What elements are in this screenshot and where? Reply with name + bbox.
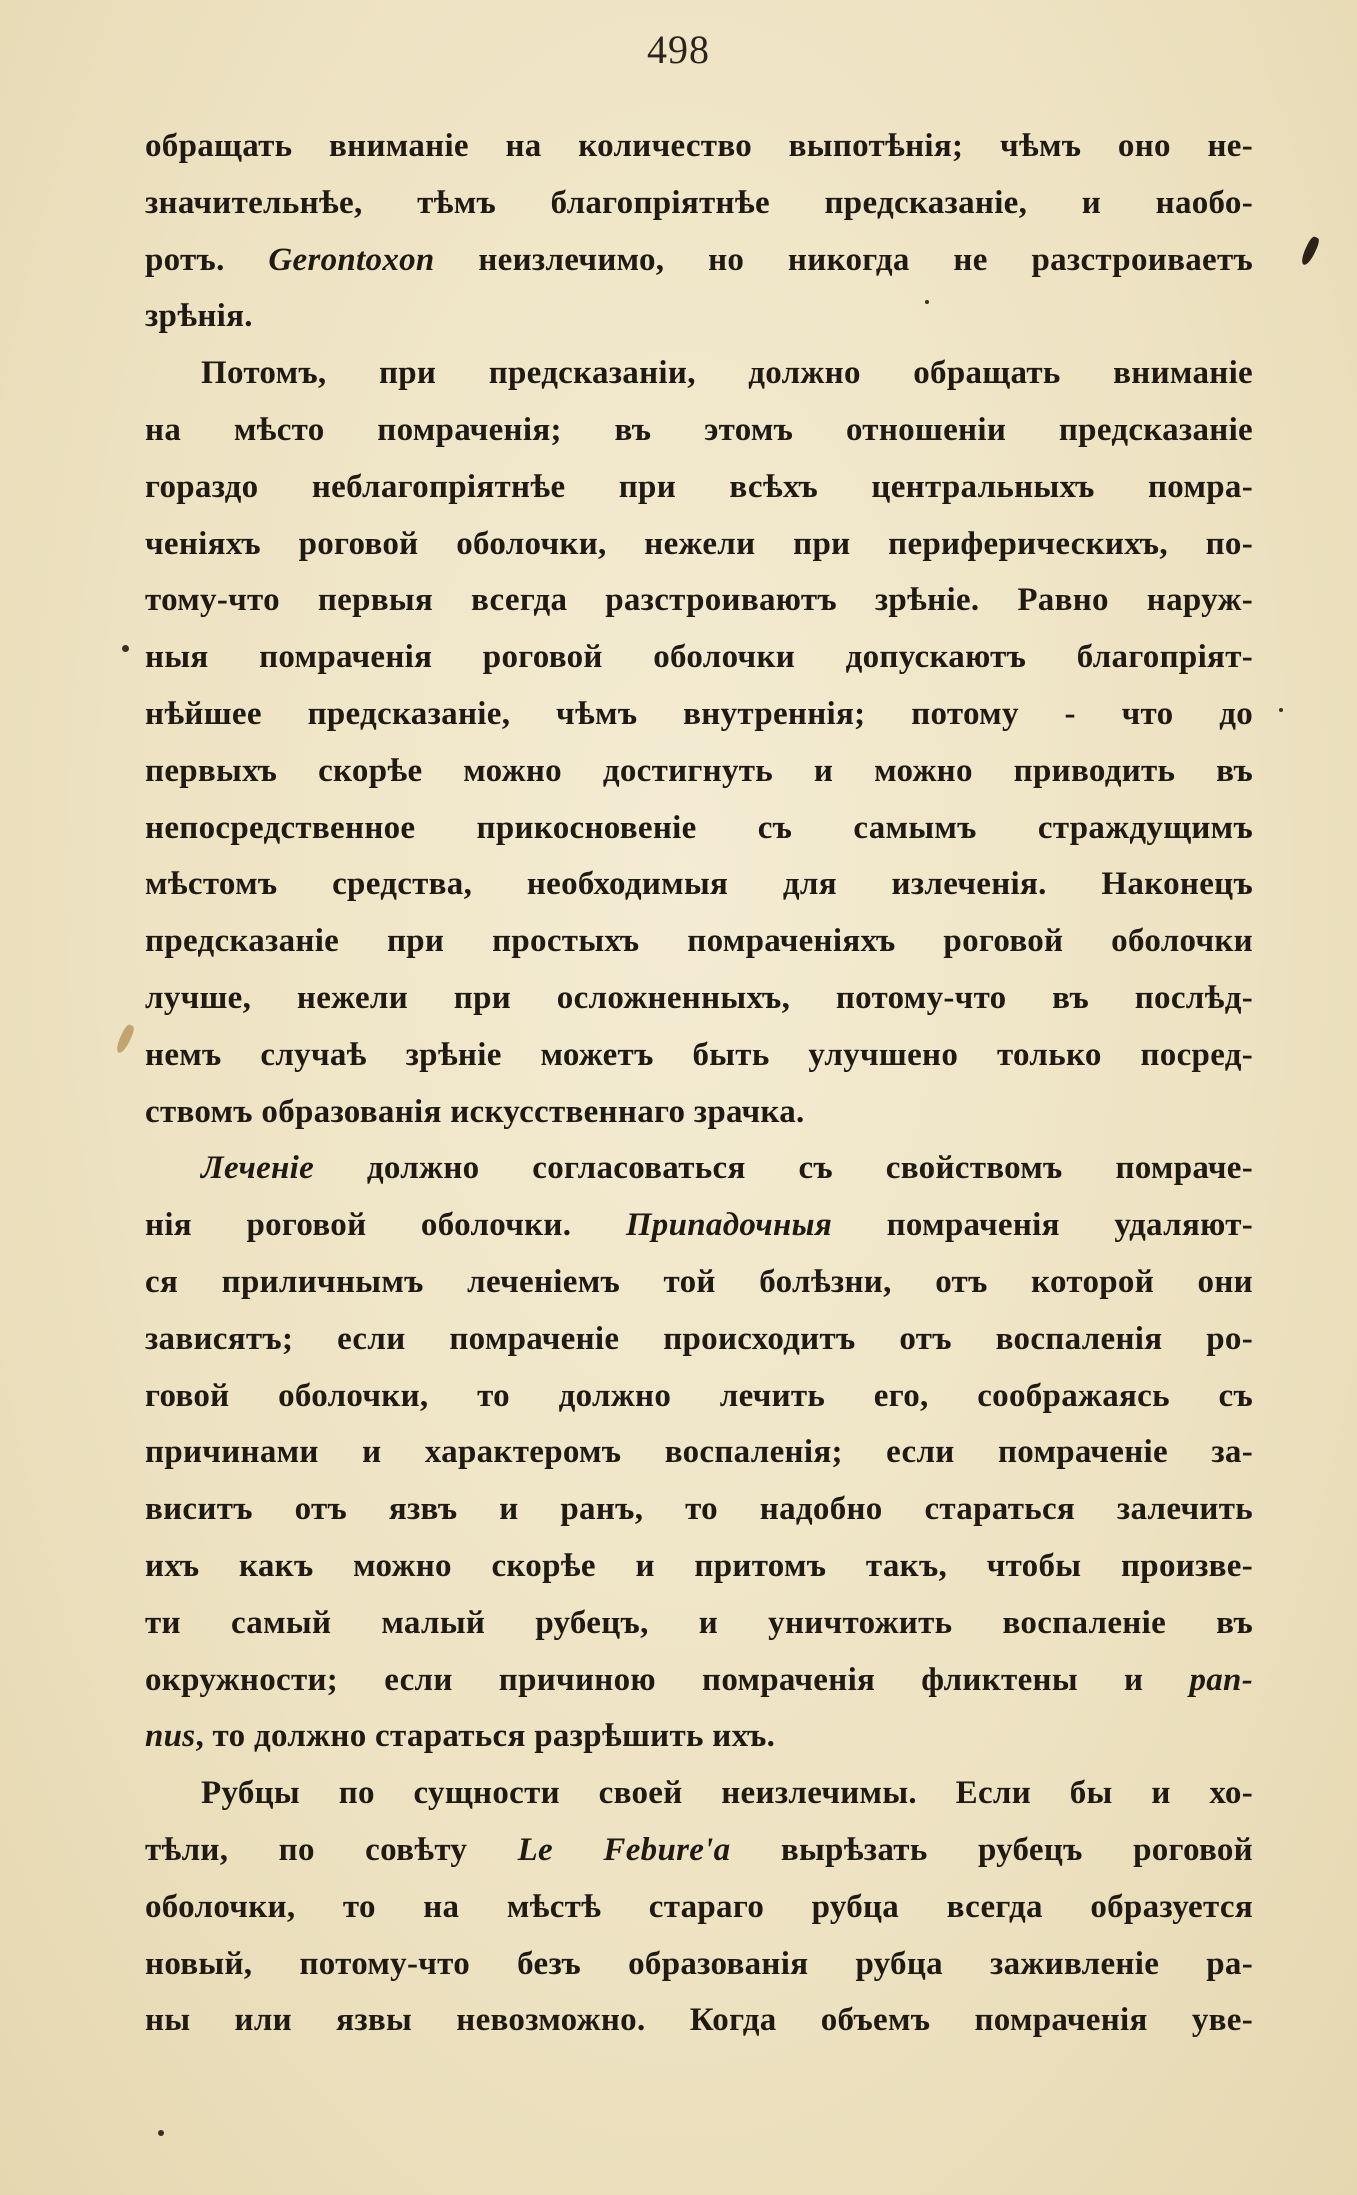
page-number: 498 [647,27,710,72]
italic-term: nus [145,1718,196,1755]
text-line [145,1879,1253,1936]
text-line [145,175,1253,232]
italic-term: pan- [1189,1661,1253,1698]
text-segment: неизлечимо, но никогда не разстроиваетъ [434,241,1253,278]
text-segment: ихъ какъ можно скорѣе и притомъ такъ, чтобы произве- [145,1547,1253,1584]
text-segment: помраченія удаляют- [832,1207,1253,1244]
text-segment: ротъ. [145,241,269,278]
italic-term: Припадочныя [625,1207,833,1244]
text-line [145,572,1253,629]
speck [158,2130,164,2136]
text-segment: причинами и характеромъ воспаленія; если помраченіе за- [145,1434,1253,1471]
stain-mark [114,1023,136,1054]
text-line [145,232,1253,289]
text-segment: предсказаніе при простыхъ помраченіяхъ роговой оболочки [145,923,1253,960]
text-segment: нія роговой оболочки. [145,1207,626,1244]
text-segment: ныя помраченія роговой оболочки допускаютъ благопріят- [145,639,1253,676]
text-segment: на мѣсто помраченія; въ этомъ отношеніи предсказаніе [145,411,1253,448]
text-line [145,1652,1253,1709]
text-line [145,1936,1253,1993]
text-line [145,1595,1253,1652]
text-line [145,1368,1253,1425]
text-line [145,1197,1253,1254]
body-text [145,118,1253,2049]
text-segment: значительнѣе, тѣмъ благопріятнѣе предсказаніе, и наобо- [145,184,1253,221]
text-line [145,1424,1253,1481]
italic-term: Le Febure'a [517,1831,731,1868]
italic-term: Леченіе [201,1150,315,1187]
text-line [145,970,1253,1027]
text-line [145,1708,1253,1765]
text-line [145,1538,1253,1595]
text-line [145,856,1253,913]
text-line [145,686,1253,743]
italic-term: Gerontoxon [268,241,435,278]
text-segment: непосредственное прикосновеніе съ самымъ страждущимъ [145,809,1253,846]
text-line [145,1765,1253,1822]
text-segment: ти самый малый рубецъ, и уничтожить воспаленіе въ [145,1604,1253,1641]
text-line [145,800,1253,857]
text-segment: ченіяхъ роговой оболочки, нежели при периферическихъ, по- [145,525,1253,562]
text-segment: вырѣзать рубецъ роговой [730,1831,1253,1868]
text-segment: первыхъ скорѣе можно достигнуть и можно приводить въ [145,752,1253,789]
text-line [145,1992,1253,2049]
text-segment: новый, потому-что безъ образованія рубца заживленіе ра- [145,1945,1253,1982]
text-segment: лучше, нежели при осложненныхъ, потому-что въ послѣд- [145,979,1253,1016]
text-line [145,1311,1253,1368]
text-segment: зрѣнія. [145,298,253,335]
text-segment: тому-что первыя всегда разстроиваютъ зрѣніе. Равно наруж- [145,582,1253,619]
text-line [145,629,1253,686]
text-line [145,402,1253,459]
text-line [145,345,1253,402]
text-segment: мѣстомъ средства, необходимыя для излеченія. Наконецъ [145,866,1253,903]
text-line [145,516,1253,573]
text-segment: тѣли, по совѣту [145,1831,518,1868]
text-segment: говой оболочки, то должно лечить его, соображаясь съ [145,1377,1253,1414]
text-line [145,1084,1253,1141]
text-segment: зависятъ; если помраченіе происходитъ отъ воспаленія ро- [145,1320,1253,1357]
text-segment: виситъ отъ язвъ и ранъ, то надобно стараться залечить [145,1491,1253,1528]
text-line [145,1140,1253,1197]
speck [925,300,929,304]
text-segment: ся приличнымъ леченіемъ той болѣзни, отъ которой они [145,1263,1253,1300]
text-line [145,743,1253,800]
text-segment: , то должно стараться разрѣшить ихъ. [195,1718,776,1755]
text-segment: Рубцы по сущности своей неизлечимы. Если бы и хо- [201,1775,1253,1812]
text-segment: ны или язвы невозможно. Когда объемъ помраченія уве- [145,2002,1253,2039]
text-segment: окружности; если причиною помраченія фликтены и [145,1661,1190,1698]
speck [1279,708,1283,712]
text-segment: должно согласоваться съ свойствомъ помраче- [314,1150,1253,1187]
text-line [145,459,1253,516]
text-segment: ствомъ образованія искусственнаго зрачка. [145,1093,805,1130]
text-segment: немъ случаѣ зрѣніе можетъ быть улучшено только посред- [145,1036,1253,1073]
text-segment: нѣйшее предсказаніе, чѣмъ внутреннія; потому - что до [145,695,1253,732]
text-line [145,913,1253,970]
text-line [145,288,1253,345]
ink-mark [1299,235,1321,266]
text-line [145,1027,1253,1084]
text-line [145,1254,1253,1311]
text-segment: гораздо неблагопріятнѣе при всѣхъ центральныхъ помра- [145,468,1253,505]
text-segment: обращать вниманіе на количество выпотѣнія; чѣмъ оно не- [145,128,1253,164]
text-segment: оболочки, то на мѣстѣ стараго рубца всегда образуется [145,1888,1253,1925]
text-segment: Потомъ, при предсказаніи, должно обращать вниманіе [201,355,1253,392]
text-line [145,1822,1253,1879]
text-line [145,118,1253,175]
speck [122,645,129,652]
text-line [145,1481,1253,1538]
